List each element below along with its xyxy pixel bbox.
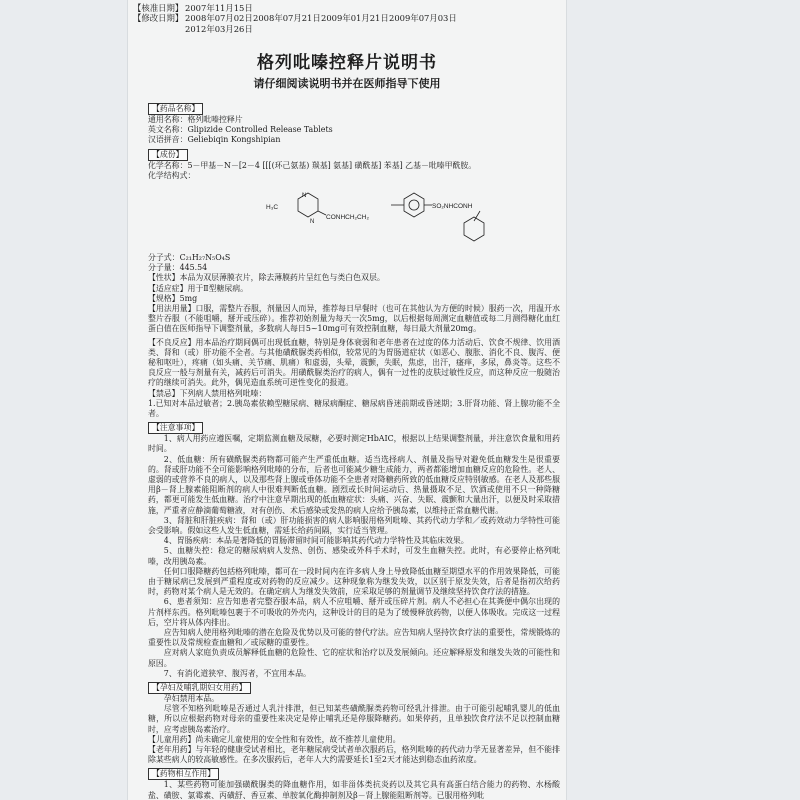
section-head-ingredients: 【成份】	[148, 149, 188, 161]
adverse-reactions: 【不良反应】用本品治疗期间偶可出现低血糖，特别是身体衰弱和老年患者在过度的体力活动后、饮食不规律、饮用酒类、肾和（或）肝功能不全者。与其他磺酰脲类药相似，较常见的为胃肠道症状（如恶心、腹胀、消化不良、腹泻、便秘和呕吐），疼痛（如头痛、关节痛、肌痛）和虚弱，头晕，震颤，失眠，焦虑，出汗，瘙痒，多尿，鼻炎等。这些不良反应一般与剂量有关，减药后可消失。用磺酰脲类治疗的病人，偶有一过性的皮肤过敏性反应，而这种反应一般随治疗的继续可消失。此外，偶见造血系统可逆性变化的报道。	[148, 337, 560, 388]
precaution-item: 1、病人用药应遵医嘱，定期监测血糖及尿糖，必要时测定HbAIC，根据以上结果调整剂量，并注意饮食量和用药时间。	[148, 434, 560, 454]
struct-ch3: H₃C	[266, 203, 279, 211]
precaution-item: 应告知病人使用格列吡嗪的潜在危险及优势以及可能的替代疗法。应告知病人坚持饮食疗法的重要性，常规锻炼的重要性以及常规检查血糖和／或尿糖的重要性。	[148, 628, 560, 648]
document-body	[128, 100, 566, 800]
approved-date: 2007年11月15日	[185, 3, 253, 13]
revised-date: 2012年03月26日	[185, 23, 253, 34]
pyrazine-ring	[298, 193, 318, 217]
document-title: 格列吡嗪控释片说明书	[257, 52, 437, 73]
precaution-item: 4、胃肠疾病：本品是著降低的胃肠滞留时间可能影响其药代动力学特性及其临床效果。	[163, 536, 469, 546]
precaution-item: 7、有消化道狭窄、腹泻者，不宜用本品。	[163, 668, 311, 678]
pregnancy-item: 尽管不知格列吡嗪是否通过人乳汁排泄，但已知某些磺酰脲类药物可经乳汁排泄。由于可能引起哺乳婴儿的低血糖，所以应根据药物对母亲的重要性来决定是停止哺乳还是停服降糖药。如果停药，且单独饮食疗法不足以控制血糖时，应考虑胰岛素治疗。	[148, 704, 560, 734]
english-name: 英文名称：Glipizide Controlled Release Tablets	[148, 125, 333, 135]
generic-name: 通用名称：格列吡嗪控释片	[148, 114, 243, 124]
precaution-item: 3、肾脏和肝脏疾病：肾和（或）肝功能损害的病人影响服用格列吡嗪、其药代动力学和／或药效动力学特性可能会受影响。假如这些人发生低血糖，需延长给药间隔，实行适当管理。	[148, 515, 560, 535]
struct-sulfonyl: SO₂NHCONH	[432, 202, 473, 210]
indication: 【适应症】用于Ⅱ型糖尿病。	[148, 283, 249, 293]
usage-dosage: 【用法用量】口服，需整片吞服，剂量因人而异，推荐每日早餐时（也可在其他认为方便的时候）服药一次，用温开水整片吞服（不能咀嚼，掰开或压碎）。推荐初始剂量为每天一次5mg，以后根据每周测定血糖值或每二月测得糖化血红蛋白值在医师指导下调整剂量，多数病人每日5~10mg可有效控制血糖，每日最大剂量20mg。	[148, 303, 560, 334]
approved-date-label: 【核准日期】	[133, 3, 184, 13]
molecular-formula: 分子式：C₂₁H₂₇N₅O₄S	[148, 252, 231, 262]
revised-date: 2008年07月02日	[185, 13, 253, 24]
children-use: 【儿童用药】尚未确定儿童使用的安全性和有效性，故不推荐儿童使用。	[148, 734, 401, 744]
contraindications-text: 1.已知对本品过敏者；2.胰岛素依赖型糖尿病、糖尿病酮症、糖尿病昏迷前期或昏迷期；3.肝肾功能、肾上腺功能不全者。	[148, 398, 560, 418]
document-page	[128, 0, 566, 800]
specification: 【规格】5mg	[148, 293, 198, 303]
precaution-item: 6、患者须知：应告知患者完整吞服本品，病人不应咀嚼、掰开或压碎片剂。病人不必担心在其粪便中偶尔出现的片剂样东西。格列吡嗪包裹于不可吸收的外壳内，这种设计的目的是为了缓慢释放药物，以便人体吸收。完成这一过程后，空片将从体内排出。	[148, 597, 560, 627]
revised-date-label: 【修改日期】	[133, 13, 184, 24]
date-block	[128, 0, 566, 34]
revised-date: 2009年01月21日	[321, 13, 389, 24]
svg-text:N: N	[310, 218, 315, 225]
structure-label: 化学结构式：	[148, 170, 196, 180]
section-head-pregnancy: 【孕妇及哺乳期妇女用药】	[148, 682, 251, 694]
section-head-interactions: 【药物相互作用】	[148, 768, 219, 780]
interaction-item: 1、某些药物可能加强磺酰脲类的降血糖作用，如非甾体类抗炎药以及其它具有高蛋白结合能力的药物、水杨酸盐、磺胺、氯霉素、丙磺舒、香豆素、单胺氧化酶抑制剂及β－肾上腺能阻断剂等。已服用格列吡	[148, 780, 560, 800]
precaution-item: 应对病人家庭负责成员解释低血糖的危险性、它的症状和治疗以及发展倾向。还应解释原发和继发失效的可能性和原因。	[148, 648, 560, 668]
precaution-item: 2、低血糖：所有磺酰脲类药物都可能产生严重低血糖。适当选择病人、剂量及指导对避免低血糖发生是很重要的。肾或肝功能不全可能影响格列吡嗪的分布，后者也可能减少糖生成能力，两者都能增加血糖反应的危险性。老人、虚弱的或营养不良的病人，以及那些肾上腺或垂体功能不全患者对降糖药所致的低血糖反应特别敏感。在老人及那些服用β－肾上腺素能阻断剂的病人中很难判断低血糖。剧烈或长时间运动后、热量摄取不足、饮酒或使用不只一种降糖药，都更可能发生低血糖。治疗中注意早期出现的低血糖症状：头痛、兴奋、失眠、震颤和大量出汗，以便及时采取措施，严重者应静滴葡萄糖液，对有创伤、术后感染或发热的病人应给予胰岛素，以维持正常血糖代谢。	[148, 454, 560, 515]
revised-date: 2008年07月21日	[253, 13, 321, 24]
pinyin-name: 汉语拼音：Geliebiqin Kongshipian	[148, 135, 281, 145]
chemical-name: 化学名称：5－甲基－N－[2－4 [[[(环己氨基) 羰基] 氨基] 磺酰基] 苯基] 乙基－吡嗪甲酰胺。	[148, 160, 477, 170]
structure-diagram	[266, 185, 496, 249]
precaution-item: 任何口服降糖药包括格列吡嗪，都可在一段时间内在许多病人身上导致降低血糖至期望水平的作用效果降低，可能由于糖尿病已发展到严重程度或对药物的反应减少。这种现象称为继发失效，以区别于原发失效，后者是指初次给药时，药物对某个病人是无效的。在确定病人为继发失效前，应采取足够的剂量调节及继续坚持饮食疗法的措施。	[148, 566, 560, 597]
revised-date: 2009年07月03日	[389, 13, 457, 24]
benzene-ring	[404, 193, 424, 217]
document-subtitle: 请仔细阅读说明书并在医师指导下使用	[253, 76, 441, 90]
chemical-structure	[148, 183, 560, 249]
elderly-use: 【老年用药】与年轻的健康受试者相比，老年糖尿病受试者单次服药后，格列吡嗪的药代动力学无显著差异，但不能排除某些病人的较高敏感性。在多次服药后，老年人大约需要延长1至2天才能达到稳态血药浓度。	[148, 745, 560, 765]
character: 【性状】本品为双层薄膜衣片，除去薄膜药片呈红色与类白色双层。	[148, 273, 385, 283]
struct-amide: CONHCH₂CH₂	[326, 213, 369, 221]
contraindications-head: 【禁忌】下列病人禁用格列吡嗪：	[148, 388, 267, 398]
precaution-item: 5、血糖失控：稳定的糖尿病病人发热、创伤、感染或外科手术时，可发生血糖失控。此时，有必要停止格列吡嗪，改用胰岛素。	[148, 546, 560, 566]
svg-text:N: N	[302, 192, 307, 199]
pregnancy-item: 孕妇禁用本品。	[163, 694, 220, 704]
section-head-drug-name: 【药品名称】	[148, 103, 203, 115]
section-head-precautions: 【注意事项】	[148, 422, 203, 434]
molecular-weight: 分子量：445.54	[148, 263, 208, 273]
